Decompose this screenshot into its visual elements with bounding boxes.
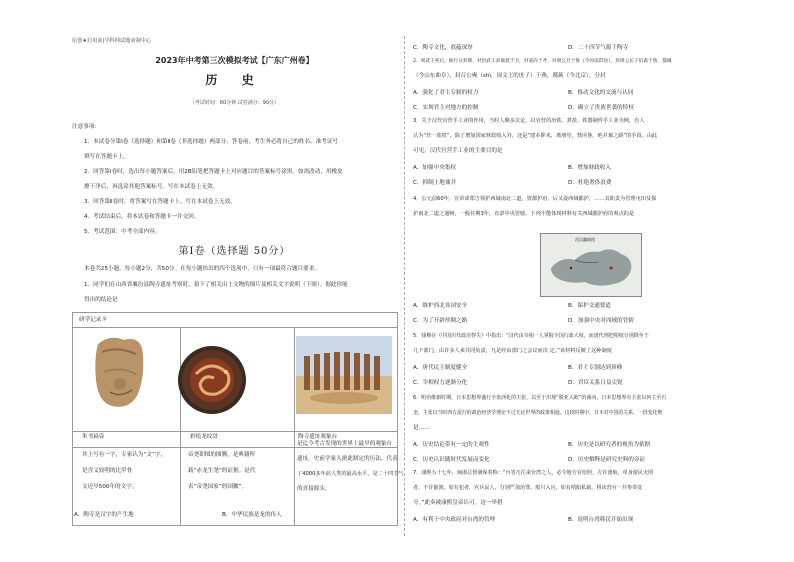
- notice-item: 3．回答第Ⅱ卷时，将答案写在答题卡上。写在本试卷上无效。: [84, 199, 236, 205]
- study-card-title: 研学记录卡: [79, 317, 107, 323]
- q6-option-b[interactable]: B．历史是以研究者的视角为依据: [568, 442, 651, 448]
- western-han-map: [540, 233, 642, 297]
- notice-item: 5．考试范围：中考全部内容。: [84, 229, 161, 235]
- notice-item: 1．本试卷分第Ⅰ卷（选择题）和第Ⅱ卷（非选择题）两部分。答卷前，考生务必将自己的姓名、准考证号: [84, 139, 339, 145]
- q4-option-d[interactable]: D．加强中央对西域的管辖: [568, 318, 634, 324]
- q5-option-c[interactable]: C．宰相权力逐渐分化: [413, 380, 468, 386]
- desc-plate: 载“赤龙生尧”的证据。是代: [188, 468, 256, 474]
- question-7-stem: 者，不许偷渡。如有犯者，官兵民人，分别严加治罪。船只入官。如有哨船私载，将该营官一并参奏处: [413, 485, 643, 491]
- q3-option-d[interactable]: D．杜绝奢侈浪费: [568, 180, 612, 186]
- q3-option-b[interactable]: B．增加财政收入: [568, 165, 611, 171]
- desc-plate: 表“帝尧国家”的国徽”。: [188, 484, 248, 490]
- question-4-stem: 护南北二道之通畅，一般任期3年，直隶中央管辖。下列不能体现材料有关西域都护府的观点的是: [413, 211, 635, 217]
- flat-pot-image: [90, 332, 150, 414]
- notice-item: 4．考试结束后，将本试卷和答题卡一并交回。: [84, 214, 200, 220]
- question-2-stem: （今山东曲阜），封召公奭（shì，周文王的庶子）于燕，都蓟（今北京）。分封: [413, 73, 606, 79]
- caption-plate: 彩绘龙纹盘: [190, 434, 218, 440]
- q2-option-b[interactable]: B．推动文化的交流与认同: [568, 90, 634, 96]
- question-5-stem: 几个部门，由许多人来共同负责，凡是经由部门之会议而决 定。”该材料反映了这种制度: [413, 348, 612, 354]
- question-6-stem: 是……: [413, 425, 430, 431]
- notice-heading: 注意事项：: [72, 124, 100, 130]
- study-card-header: [73, 313, 397, 328]
- notice-item: 2．回答第Ⅰ卷时，选出每小题答案后，用2B铅笔把答题卡上对应题目的答案标号涂黑。如需改动，用橡皮: [84, 169, 343, 175]
- map-figure: [541, 234, 641, 296]
- map-label: 西汉疆域图: [575, 237, 595, 242]
- q6-option-d[interactable]: D．历史解释是研究史料的旁证: [568, 457, 646, 463]
- subject-title: 历 史: [205, 73, 264, 87]
- column-divider: [404, 36, 405, 536]
- desc-plate: 帝尧即图的图腾，是典籍所: [188, 452, 256, 458]
- desc-pot: 文还早500年的文字。: [82, 484, 138, 490]
- dragon-plate-image: [176, 344, 248, 416]
- question-5-stem: 5．钱穆在《中国历代政治得失》中指出：“汉代由宰相一人掌握全国行政大权，而唐代则把相权分别降至于: [413, 333, 649, 339]
- q1-option-a[interactable]: A．陶寺是汉字的产生地: [74, 512, 134, 518]
- q2-option-a[interactable]: A．强化了君主专制的权力: [413, 90, 479, 96]
- question-3-stem: 可见，汉代官营手工业的主要目的是: [413, 148, 503, 154]
- desc-pot: 是含义较明的比甲骨: [82, 468, 133, 474]
- q1-option-b[interactable]: B．中华民族是龙的传人: [222, 512, 282, 518]
- exam-title: 2023年中考第三次模拟考试【广东广州卷】: [155, 56, 314, 65]
- question-7-stem: 分。”此奏被康熙皇帝认可。这一举措: [413, 500, 503, 506]
- desc-observatory: 遗址。史前学家入据此制定的历法，代表: [297, 456, 398, 462]
- question-2-stem: 2．周武王死后，推行分封制，对封武王弟康叔于卫，对姜尚于齐，对周公旦于鲁（今河南淇县），封周公长子伯禽于鲁，都城: [413, 59, 672, 64]
- notice-item: 填写在答题卡上。: [84, 154, 129, 160]
- q3-option-a[interactable]: A．加强中央集权: [413, 165, 456, 171]
- observatory-image: [296, 336, 392, 414]
- q6-option-a[interactable]: A．历史结论带有一定的主观性: [413, 442, 490, 448]
- question-1-stem: 1．同学们在山西省襄汾县陶寺遗址考察时，拍下了相关出土文物的图片及相关文字说明（下图）。据此你能: [84, 282, 348, 288]
- q6-option-c[interactable]: C．历史认识随时代发展而变化: [413, 457, 490, 463]
- notice-item: 擦干净后，再选涂其他答案标号。写在本试卷上无效。: [84, 184, 219, 190]
- question-6-stem: 6．明治维新时期，日本思想界盛行全盘西化的主张，以至于出现“脱亚入欧”的倾向，日本思想界有主张以何主至石: [413, 395, 667, 401]
- desc-observatory: 的直接源头。: [297, 486, 331, 492]
- q4-option-c[interactable]: C．为了开辟丝绸之路: [413, 318, 468, 324]
- q2-option-c[interactable]: C．实现君主对地方的控制: [413, 105, 479, 111]
- q7-option-b[interactable]: B．说明台湾移民开始出现: [568, 517, 634, 523]
- exam-meta: （考试时间：60分钟 试卷满分：90分）: [189, 100, 280, 106]
- q4-option-a[interactable]: A．维护西北各国安全: [413, 303, 468, 309]
- desc-observatory: 了4000多年前人类的最高水平，是二十四节气: [297, 471, 404, 477]
- question-6-stem: 奎，主张以当时西方流行的政治经济学理论不过无论世界的政策相通。这段时期中，日本对中国的关系，一段变化则: [413, 410, 663, 416]
- q3-option-c[interactable]: C．抑制土地兼并: [413, 180, 457, 186]
- question-3-stem: 3．关于汉代官营手工业的作用，当时人颇多议论，以官营的冶铁、煮盐、铁器制作手工业为例，有人: [413, 118, 645, 124]
- q5-option-d[interactable]: D．君臣关系日益尖锐: [568, 380, 623, 386]
- question-3-stem: 认为“丝一盐铁”，除了增加国家财政收入外，还是“建本抑末，离朋党，禁淫侈，绝并兼之路”的手段。由此: [413, 133, 658, 139]
- caption-observatory: 陶寺遗址观象台: [298, 434, 338, 440]
- question-7-stem: 7．康熙五十七年，闽浙总督满保奏称：“台省凡往来台湾之人，必令地方官给照，方许渡航，单身游民无照: [413, 470, 654, 476]
- q1-option-c[interactable]: C．陶寺文化，底蕴深厚: [413, 45, 473, 51]
- q7-option-a[interactable]: A．有利于中央政府对台湾的管理: [413, 517, 496, 523]
- q1-option-d[interactable]: D．二十四节气源于陶寺: [568, 45, 629, 51]
- q2-option-d[interactable]: D．确立了贵族世袭的特权: [568, 105, 634, 111]
- section-desc: 本卷共25小题，每小题2分，共50分。在每小题给出的四个选项中，只有一项最符合题目要求。: [84, 266, 320, 272]
- q5-option-b[interactable]: B．君主专制达到顶峰: [568, 365, 623, 371]
- section-title: 第Ⅰ卷（选择题 50分）: [178, 246, 291, 257]
- q4-option-b[interactable]: B．保护交通要道: [568, 303, 611, 309]
- question-4-stem: 4．公元前60年，宣帝命郑吉领护西域南北二道，置都护府。后又设西域都护，……其职责为管理屯田及保: [413, 196, 657, 202]
- desc-pot: 其上写有一字，专家认为“文”字，: [82, 452, 167, 458]
- watermark-text: 原创★启用前|学科网试题命制中心: [72, 38, 152, 44]
- caption-pot: 朱书扁壶: [82, 434, 105, 440]
- q5-option-a[interactable]: A．唐代民主制度健全: [413, 365, 468, 371]
- desc-observatory: 是迄今考古发现的世界上最早的观象台: [297, 441, 393, 447]
- question-1-stem: 得出的结论是: [84, 297, 118, 303]
